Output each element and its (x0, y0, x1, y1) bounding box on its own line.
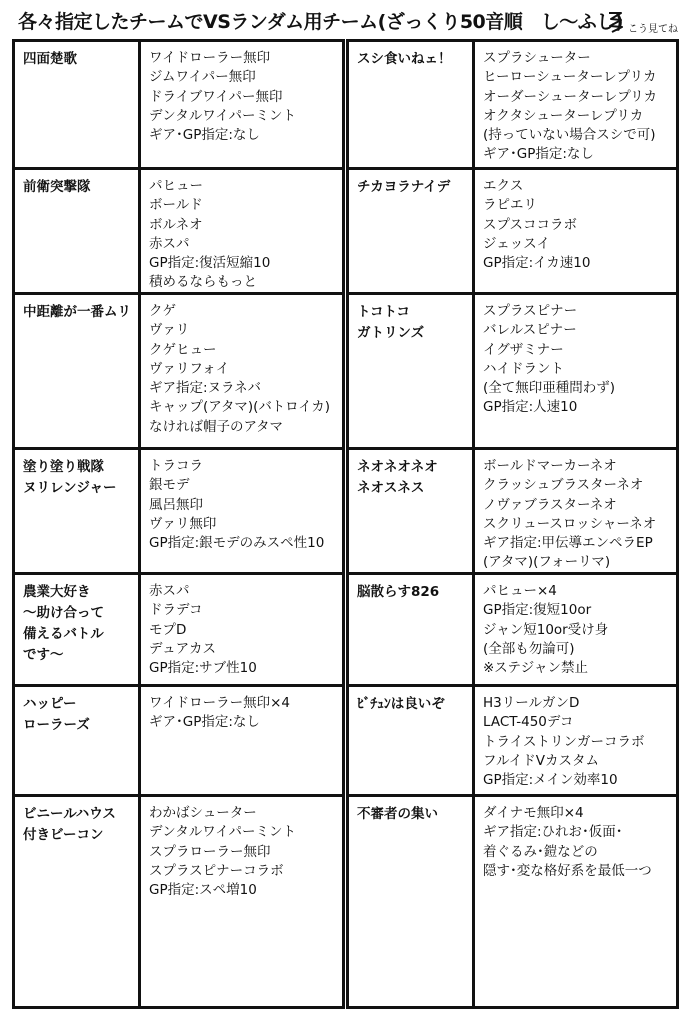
team-weapon-list (475, 797, 676, 1006)
weapon-item: オーダーシューターレプリカ (483, 88, 658, 105)
weapon-item: スプラローラー無印 (149, 843, 271, 860)
team-row (15, 687, 342, 797)
team-name (349, 295, 475, 447)
team-name (349, 170, 475, 292)
team-name-line: です～ (23, 647, 64, 663)
weapon-item: ギア指定:甲伝導エンペラEP (483, 535, 653, 552)
weapon-item: 赤スパ (149, 235, 190, 252)
weapon-item: キャップ(アタマ)(バトロイカ) (149, 399, 331, 416)
team-weapon-list (141, 295, 342, 447)
weapon-item: GP指定:復短10or (483, 602, 592, 619)
left-team-table (12, 39, 345, 1009)
weapon-item: オクタシューターレプリカ (483, 107, 644, 124)
team-name-line: ヌリレンジャー (23, 480, 117, 496)
weapon-item: スプスココラボ (483, 216, 577, 233)
weapon-item: フルイドVカスタム (483, 752, 600, 769)
team-name (349, 687, 475, 794)
team-row (15, 575, 342, 687)
team-name-line: ネオネオネオ (357, 459, 438, 475)
team-name (15, 170, 141, 292)
weapon-item: ワイドローラー無印×4 (149, 695, 290, 711)
team-name-line: ガトリンズ (357, 325, 425, 341)
team-name-line: ﾋﾞﾁｭﾝは良いぞ (357, 696, 445, 712)
team-name-line: 前衛突撃隊 (23, 179, 91, 195)
weapon-item: トラコラ (149, 458, 203, 474)
weapon-item: GP指定:人速10 (483, 399, 578, 416)
weapon-item: 着ぐるみ･鎧などの (483, 843, 598, 860)
weapon-item: (アタマ)(フォーリマ) (483, 554, 611, 571)
team-name (349, 42, 475, 167)
team-name (15, 42, 141, 167)
weapon-item: パヒュー (149, 178, 203, 194)
team-name-line: ローラーズ (23, 717, 90, 733)
weapon-item: 銀モデ (149, 477, 190, 494)
weapon-item: スプラスピナーコラボ (149, 862, 284, 879)
page-title: 各々指定したチームでVSランダム用チーム(ざっくり50音順 し～ふし) (18, 11, 623, 33)
signature-note: こう見てね (628, 24, 678, 35)
team-name-line: 付きビーコン (23, 827, 104, 843)
weapon-item: GP指定:復活短縮10 (149, 255, 271, 272)
weapon-item: イグザミナー (483, 341, 564, 358)
team-row (15, 42, 342, 170)
weapon-item: デュアカス (149, 640, 216, 657)
team-row (349, 170, 676, 295)
weapon-item: クゲヒュー (149, 341, 217, 358)
team-name-line: ビニールハウス (23, 806, 116, 822)
weapon-item: クゲ (149, 303, 176, 319)
weapon-item: GP指定:サブ性10 (149, 660, 257, 677)
weapon-item: ギア指定:ヌラネバ (149, 380, 262, 397)
team-row (349, 450, 676, 575)
team-weapon-list (475, 170, 676, 292)
team-row (349, 295, 676, 450)
weapon-item: ジャン短10or受け身 (483, 621, 609, 638)
team-name (349, 797, 475, 1006)
weapon-item: ギア指定:ひれお･仮面･ (483, 824, 623, 841)
team-name-line: ～助け合って (23, 605, 104, 621)
weapon-item: ボールドマーカーネオ (483, 458, 617, 474)
team-row (349, 797, 676, 1006)
team-weapon-list (141, 575, 342, 684)
weapon-item: (全て無印亜種問わず) (483, 380, 616, 397)
team-name-line: 脳散らす826 (357, 584, 440, 600)
right-team-table (346, 39, 679, 1009)
weapon-item: ドライブワイパー無印 (149, 88, 283, 105)
weapon-item: ギア･GP指定:なし (149, 127, 260, 144)
weapon-item: ボールド (149, 197, 203, 214)
weapon-item: GP指定:スペ増10 (149, 882, 257, 899)
weapon-item: ダイナモ無印×4 (483, 805, 584, 821)
weapon-item: ジェッスイ (483, 235, 550, 252)
team-name (15, 450, 141, 572)
weapon-item: 積めるならもっと (149, 274, 257, 291)
weapon-item: わかばシューター (149, 805, 257, 821)
team-weapon-list (141, 797, 342, 1006)
weapon-item: クラッシュブラスターネオ (483, 477, 644, 494)
weapon-item: ギア･GP指定:なし (149, 714, 260, 731)
team-weapon-list (475, 575, 676, 684)
weapon-item: ギア･GP指定:なし (483, 146, 594, 163)
team-name-line: 四面楚歌 (23, 51, 77, 67)
team-weapon-list (141, 42, 342, 167)
team-name (349, 450, 475, 572)
weapon-item: デンタルワイパーミント (149, 824, 297, 841)
weapon-item: なければ帽子のアタマ (149, 418, 284, 435)
team-name (15, 295, 141, 447)
team-row (349, 687, 676, 797)
team-name-line: 備えるバトル (23, 626, 104, 642)
weapon-item: LACT-450デコ (483, 714, 574, 731)
weapon-item: エクス (483, 178, 524, 194)
team-name-line: スシ食いねェ！ (357, 51, 452, 67)
weapon-item: 風呂無印 (149, 496, 203, 513)
weapon-item: ヴァリ (149, 322, 190, 339)
team-weapon-list (141, 450, 342, 572)
team-name-line: 中距離が一番ムリ (23, 304, 131, 320)
weapon-item: スプラスピナー (483, 303, 578, 319)
team-weapon-list (475, 450, 676, 572)
weapon-item: ボルネオ (149, 216, 203, 233)
team-weapon-list (141, 170, 342, 292)
team-name (349, 575, 475, 684)
team-name-line: 塗り塗り戦隊 (23, 459, 104, 475)
weapon-item: ドラデコ (149, 602, 203, 619)
team-weapon-list (475, 295, 676, 447)
weapon-item: ジムワイパー無印 (149, 69, 256, 86)
team-weapon-list (475, 42, 676, 167)
weapon-item: モプD (149, 621, 187, 638)
team-row (15, 797, 342, 1006)
team-name-line: ネオスネス (357, 480, 425, 496)
weapon-item: ワイドローラー無印 (149, 50, 271, 66)
weapon-item: スプラシューター (483, 50, 591, 66)
team-name-line: チカヨラナイデ (357, 179, 451, 195)
team-name (15, 687, 141, 794)
weapon-item: (全部も勿論可) (483, 640, 575, 657)
weapon-item: GP指定:イカ速10 (483, 255, 591, 272)
team-row (15, 170, 342, 295)
team-row (349, 575, 676, 687)
weapon-item: ハイドラント (483, 360, 564, 377)
weapon-item: ノヴァブラスターネオ (483, 496, 617, 513)
team-name-line: トコトコ (357, 304, 410, 320)
weapon-item: バレルスピナー (483, 322, 577, 339)
weapon-item: 隠す･変な格好系を最低一つ (483, 862, 652, 879)
weapon-item: ヒーローシューターレプリカ (483, 69, 657, 86)
team-row (349, 42, 676, 170)
weapon-item: ラピエリ (483, 197, 537, 214)
weapon-item: (持っていない場合スシで可) (483, 127, 656, 144)
team-row (15, 295, 342, 450)
weapon-item: スクリュースロッシャーネオ (483, 515, 657, 532)
team-name (15, 575, 141, 684)
weapon-item: 赤スパ (149, 583, 190, 599)
team-weapon-list (141, 687, 342, 794)
signature-scribble-icon (606, 10, 626, 34)
team-name (15, 797, 141, 1006)
team-name-line: 不審者の集い (357, 806, 438, 822)
team-row (15, 450, 342, 575)
weapon-item: パヒュー×4 (483, 583, 557, 599)
team-name-line: ハッピー (23, 696, 77, 712)
weapon-item: デンタルワイパーミント (149, 107, 297, 124)
weapon-item: GP指定:メイン効率10 (483, 772, 618, 789)
team-name-line: 農業大好き (23, 584, 91, 600)
weapon-item: GP指定:銀モデのみスペ性10 (149, 535, 325, 552)
weapon-item: トライストリンガーコラボ (483, 733, 645, 750)
weapon-item: ヴァリフォイ (149, 360, 230, 377)
team-weapon-list (475, 687, 676, 794)
weapon-item: ヴァリ無印 (149, 515, 217, 532)
weapon-item: ※ステジャン禁止 (483, 660, 589, 677)
weapon-item: H3リールガンD (483, 695, 580, 711)
